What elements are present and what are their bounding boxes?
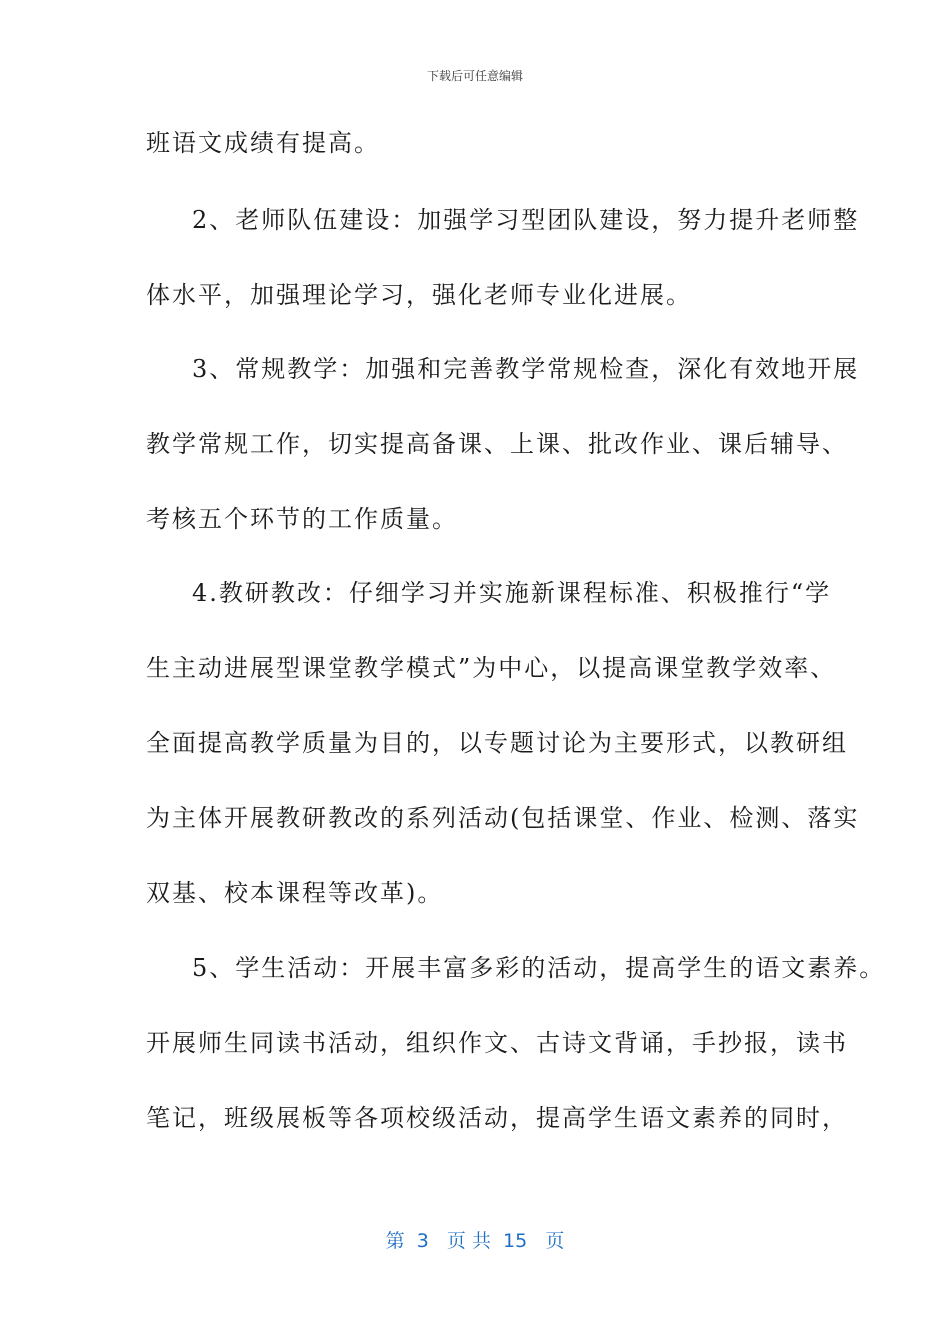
paragraph-line: 笔记，班级展板等各项校级活动，提高学生语文素养的同时， (146, 1104, 848, 1132)
paragraph-line: 班语文成绩有提高。 (146, 129, 380, 157)
page-number-footer: 第 3 页 共 15 页 (385, 1230, 565, 1252)
paragraph-line: 3、常规教学：加强和完善教学常规检查，深化有效地开展 (192, 355, 860, 383)
paragraph-line: 生主动进展型课堂教学模式”为中心，以提高课堂教学效率、 (146, 654, 837, 682)
paragraph-line: 考核五个环节的工作质量。 (146, 505, 458, 533)
paragraph-line: 双基、校本课程等改革)。 (146, 879, 444, 907)
paragraph-line: 体水平，加强理论学习，强化老师专业化进展。 (146, 281, 692, 309)
header-note: 下载后可任意编辑 (426, 69, 523, 83)
paragraph-line: 2、老师队伍建设：加强学习型团队建设，努力提升老师整 (192, 206, 860, 234)
paragraph-line: 4.教研教改：仔细学习并实施新课程标准、积极推行“学 (192, 579, 832, 607)
paragraph-line: 全面提高教学质量为目的，以专题讨论为主要形式，以教研组 (146, 729, 848, 757)
paragraph-line: 5、学生活动：开展丰富多彩的活动，提高学生的语文素养。 (192, 954, 886, 982)
paragraph-line: 教学常规工作，切实提高备课、上课、批改作业、课后辅导、 (146, 430, 848, 458)
paragraph-line: 为主体开展教研教改的系列活动(包括课堂、作业、检测、落实 (146, 804, 860, 832)
paragraph-line: 开展师生同读书活动，组织作文、古诗文背诵，手抄报，读书 (146, 1029, 848, 1057)
